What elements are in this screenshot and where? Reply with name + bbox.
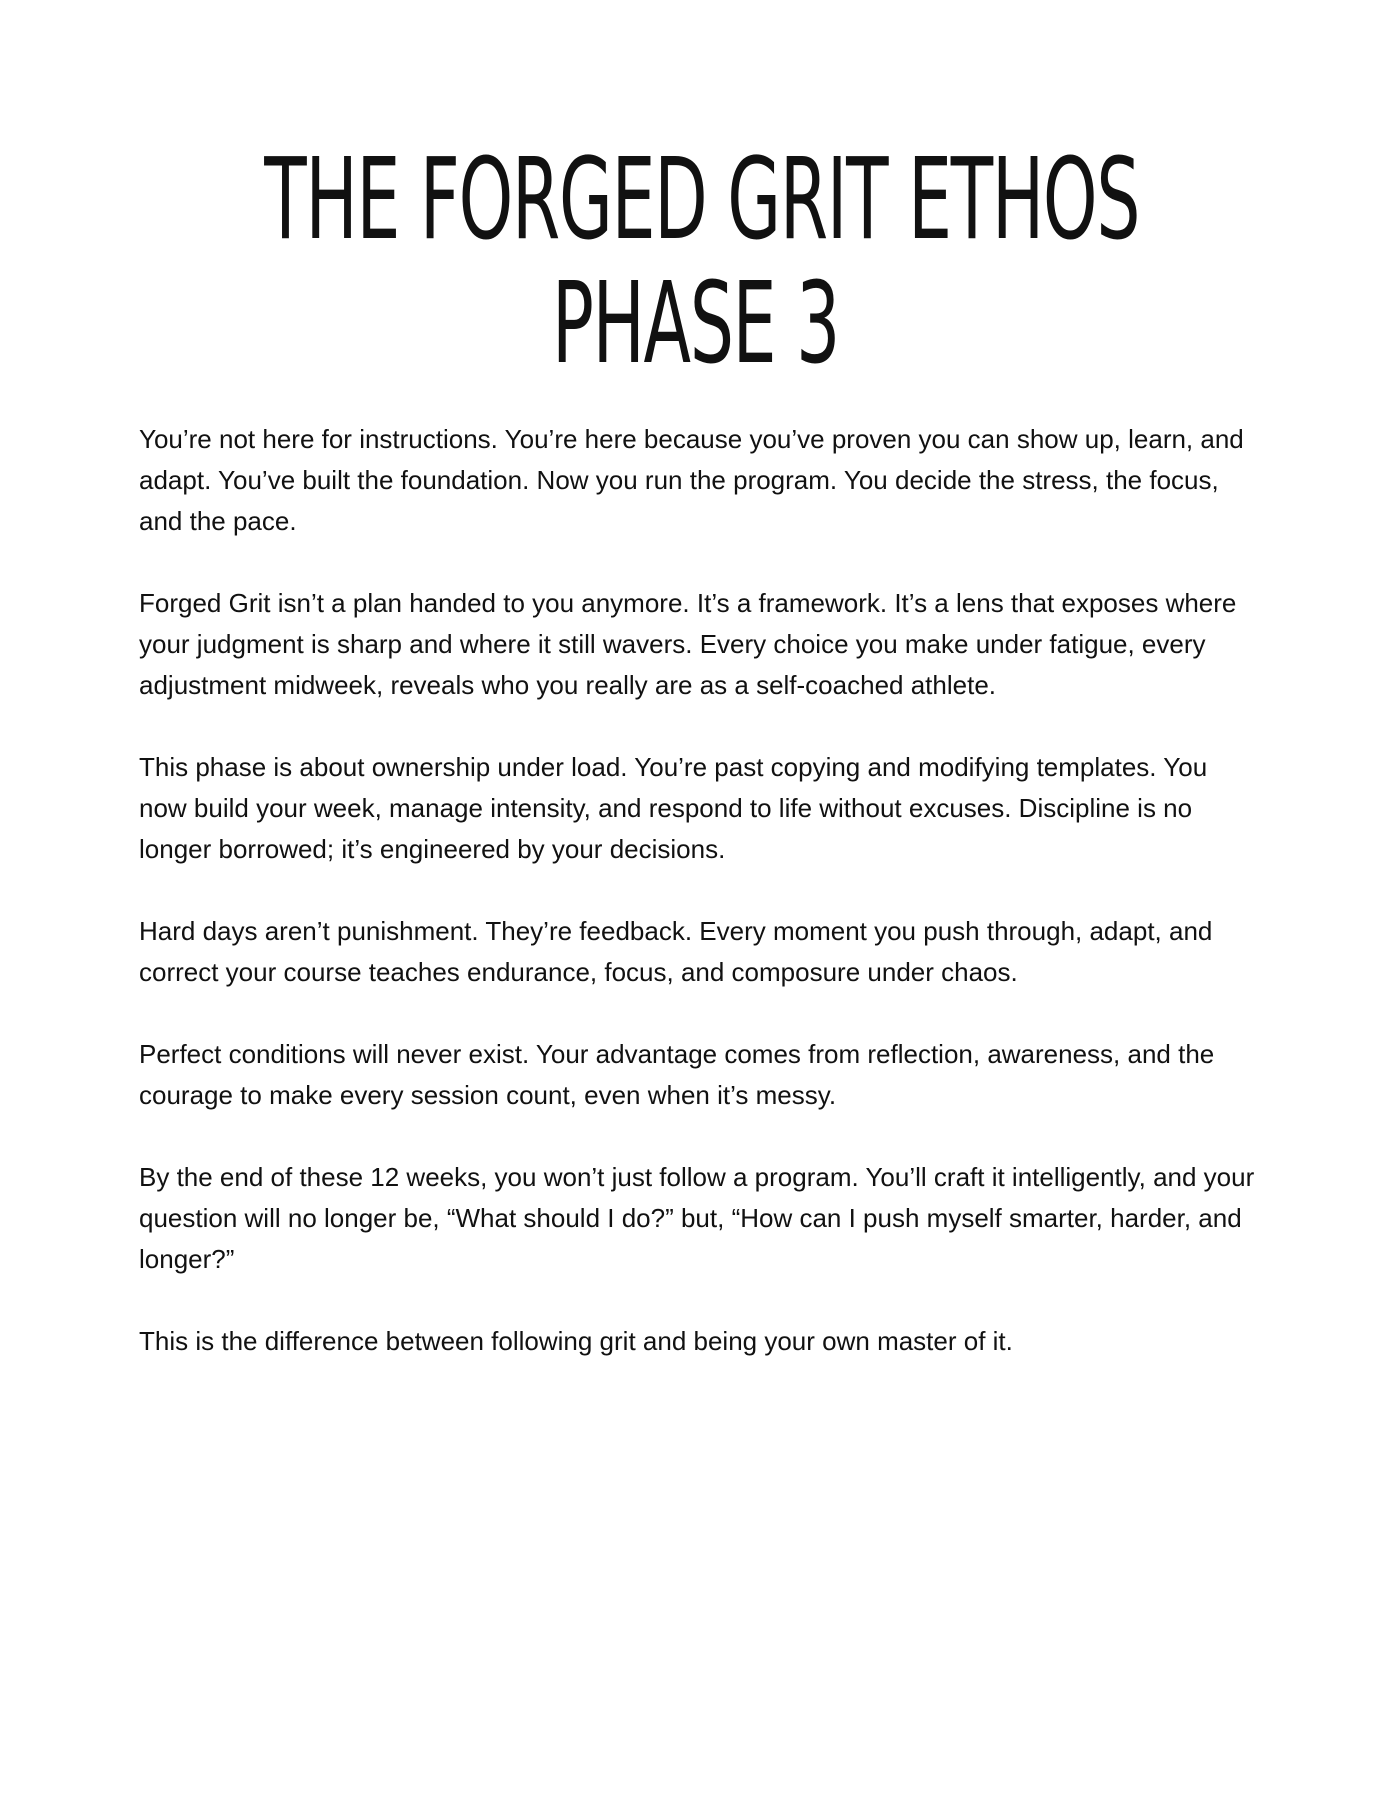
paragraph-closing: This is the difference between following grit and being your own master of it. [139, 1326, 1013, 1356]
paragraph-conditions: Perfect conditions will never exist. Your advantage comes from reflection, awareness, and the courage to make every session count, even when it’s messy. [139, 1039, 1215, 1110]
paragraph-framework: Forged Grit isn’t a plan handed to you anymore. It’s a framework. It’s a lens that exposes where your judgment is sharp and where it still wavers. Every choice you make under fatigue, every adjustment midweek, reveals who you really are as a self-coached athlete. [139, 588, 1237, 700]
body-text [139, 419, 1259, 1403]
paragraph-intro: You’re not here for instructions. You’re here because you’ve proven you can show up, learn, and adapt. You’ve built the foundation. Now you run the program. You decide the stress, the focus, and the pace. [139, 424, 1244, 536]
page-title [0, 135, 1391, 389]
paragraph-twelve-weeks: By the end of these 12 weeks, you won’t just follow a program. You’ll craft it intelligently, and your question will no longer be, “What should I do?” but, “How can I push myself smarter, harder, and longer?” [139, 1162, 1255, 1274]
title-line-main: THE FORGED GRIT ETHOS [264, 135, 1140, 265]
paragraph-hard-days: Hard days aren’t punishment. They’re feedback. Every moment you push through, adapt, and correct your course teaches endurance, focus, and composure under chaos. [139, 916, 1213, 987]
title-line-phase: PHASE 3 [551, 259, 840, 389]
paragraph-ownership: This phase is about ownership under load. You’re past copying and modifying templates. You now build your week, manage intensity, and respond to life without excuses. Discipline is no longer borrowed; it’s engineered by your decisions. [139, 752, 1208, 864]
